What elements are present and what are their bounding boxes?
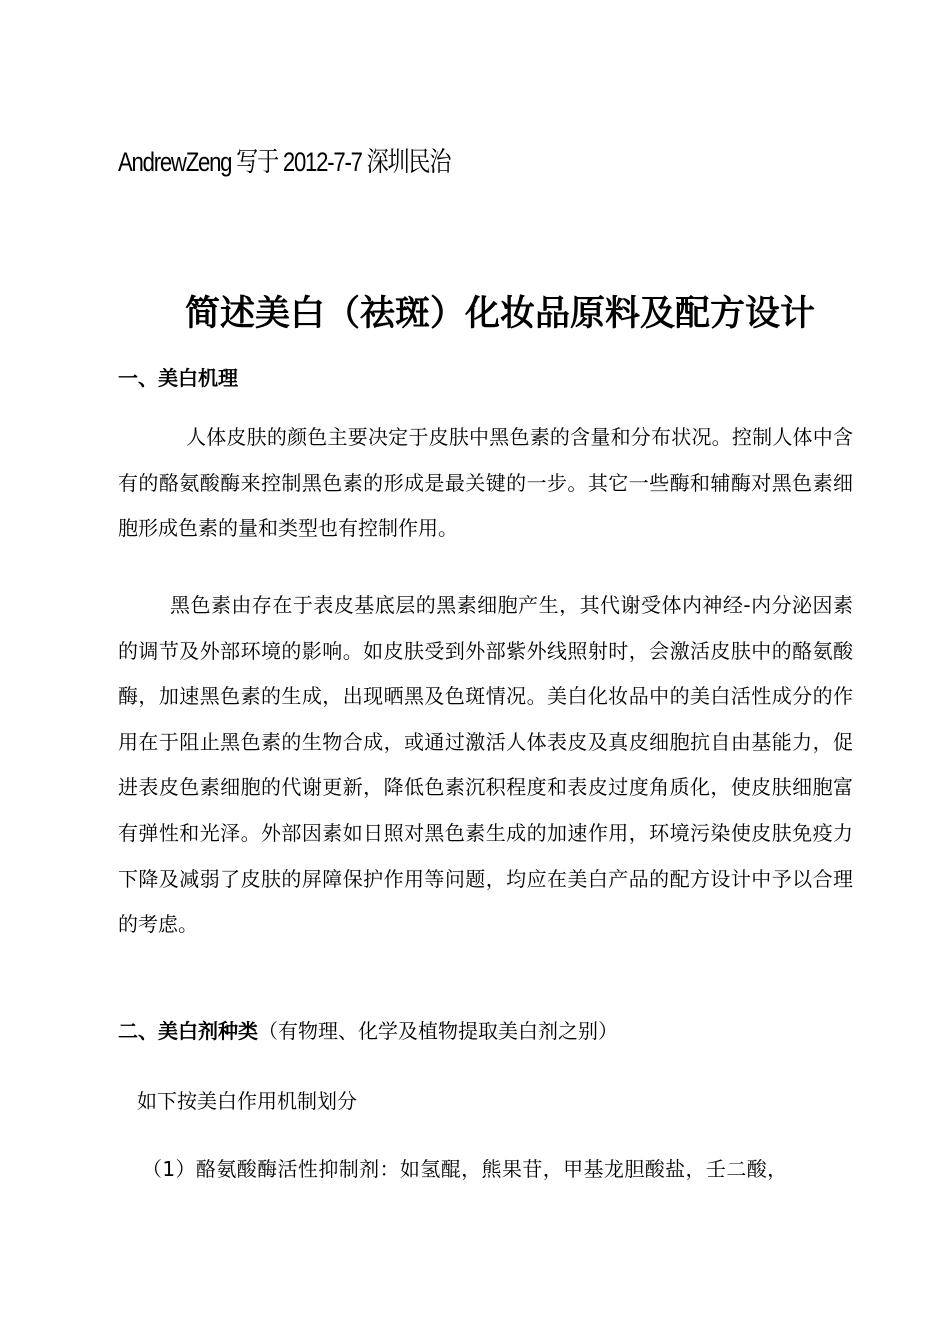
list-item-tyrosinase-inhibitors: （1）酪氨酸酶活性抑制剂：如氢醌，熊果苷，甲基龙胆酸盐，壬二酸，: [142, 1157, 788, 1181]
paragraph-skin-color: 人体皮肤的颜色主要决定于皮肤中黑色素的含量和分布状况。控制人体中含有的酪氨酸酶来控制黑色素的形成是最关键的一步。其它一些酶和辅酶对黑色素细胞形成色素的量和类型也有控制作用。: [118, 425, 853, 541]
classification-intro: 如下按美白作用机制划分: [137, 1089, 357, 1113]
section-heading-whitening-agents: [118, 1015, 618, 1044]
section-heading-note: （有物理、化学及植物提取美白剂之别）: [258, 1019, 618, 1043]
document-title: 简述美白（祛斑）化妆品原料及配方设计: [184, 294, 815, 334]
paragraph-melanin: 黑色素由存在于表皮基底层的黑素细胞产生，其代谢受体内神经-内分泌因素的调节及外部环境的影响。如皮肤受到外部紫外线照射时，会激活皮肤中的酪氨酸酶，加速黑色素的生成，出现晒黑及色斑情况。美白化妆品中的美白活性成分的作用在于阻止黑色素的生物合成，或通过激活人体表皮及真皮细胞抗自由基能力，促进表皮色素细胞的代谢更新，降低色素沉积程度和表皮过度角质化，使皮肤细胞富有弹性和光泽。外部因素如日照对黑色素生成的加速作用，环境污染使皮肤免疫力下降及减弱了皮肤的屏障保护作用等问题，均应在美白产品的配方设计中予以合理的考虑。: [118, 593, 853, 937]
author-byline: AndrewZeng 写于 2012-7-7 深圳民治: [118, 147, 451, 177]
section-heading-label: 二、美白剂种类: [118, 1019, 258, 1043]
section-heading-mechanism: 一、美白机理: [118, 366, 238, 390]
